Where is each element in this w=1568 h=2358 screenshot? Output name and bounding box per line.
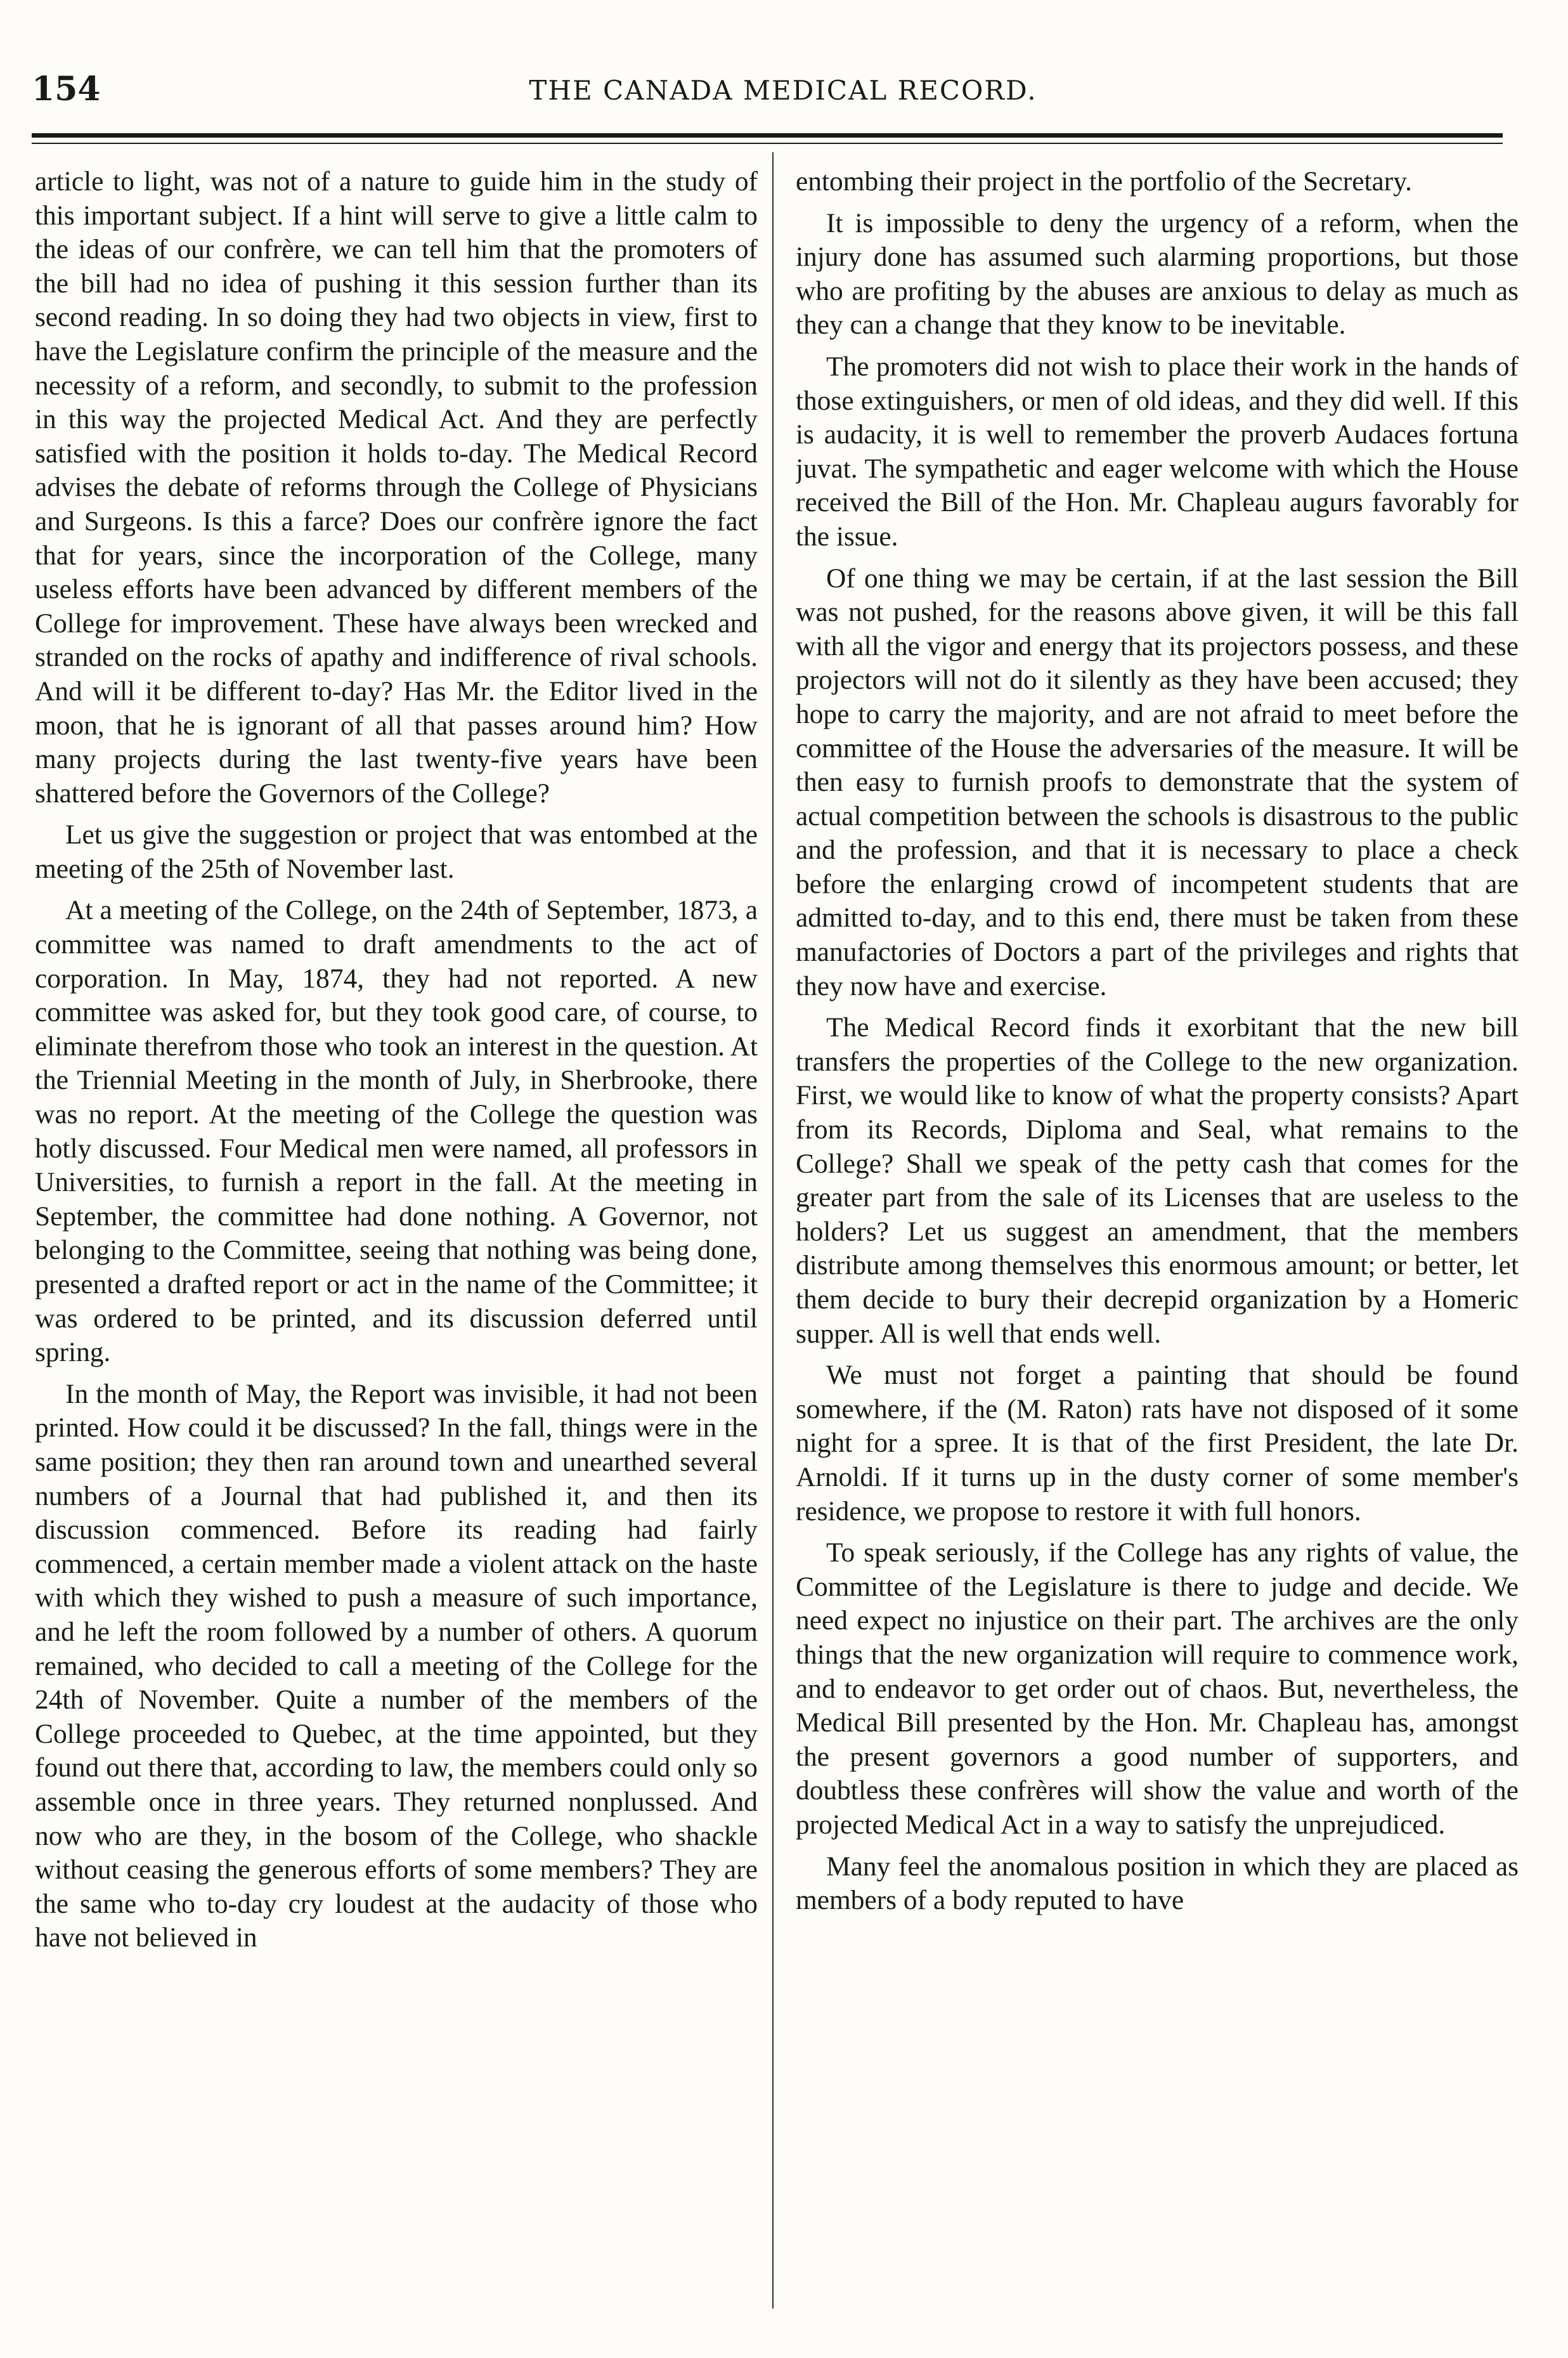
- running-head: THE CANADA MEDICAL RECORD.: [529, 75, 1037, 106]
- right-column: [796, 165, 1519, 2321]
- paragraph: To speak seriously, if the College has any rights of value, the Committee of the Legislature is there to judge and decide. We need expect no injustice on their part. The archives are the only things that the new organization will require to commence work, and to endeavor to get order out of chaos. But, nevertheless, the Medical Bill presented by the Hon. Mr. Chapleau has, amongst the present governors a good number of supporters, and doubtless these confrères will show the value and worth of the projected Medical Act in a way to satisfy the unprejudiced.: [796, 1537, 1519, 1840]
- paragraph: At a meeting of the College, on the 24th of September, 1873, a committee was named to draft amendments to the act of corporation. In May, 1874, they had not reported. A new committee was asked for, but they took good care, of course, to eliminate therefrom those who took an interest in the question. At the Triennial Meeting in the month of July, in Sherbrooke, there was no report. At the meeting of the College the question was hotly discussed. Four Medical men were named, all professors in Universities, to furnish a report in the fall. At the meeting in September, the committee had done nothing. A Governor, not belonging to the Committee, seeing that nothing was being done, presented a drafted report or act in the name of the Committee; it was ordered to be printed, and its discussion deferred until spring.: [35, 895, 758, 1368]
- page-header: [32, 70, 1534, 121]
- header-rule-thin: [32, 143, 1503, 144]
- paragraph: The Medical Record finds it exorbitant that the new bill transfers the properties of the College to the new organization. First, we would like to know of what the property consists? Apart from its Records, Diploma and Seal, what remains to the College? Shall we speak of the petty cash that comes for the greater part from the sale of its Licenses that are useless to the holders? Let us suggest an amendment, that the members distribute among themselves this enormous amount; or better, let them decide to bury their decrepid organization by a Homeric supper. All is well that ends well.: [796, 1012, 1519, 1349]
- paragraph: entombing their project in the portfolio of the Secretary.: [796, 166, 1412, 197]
- paragraph: The promoters did not wish to place their work in the hands of those extinguishers, or men of old ideas, and they did well. If this is audacity, it is well to remember the proverb Audaces fortuna juvat. The sympathetic and eager welcome with which the House received the Bill of the Hon. Mr. Chapleau augurs favorably for the issue.: [796, 351, 1519, 552]
- paragraph: It is impossible to deny the urgency of a reform, when the injury done has assumed such alarming proportions, but those who are profiting by the abuses are anxious to delay as much as they can a change that they know to be inevitable.: [796, 207, 1519, 341]
- paragraph: In the month of May, the Report was invisible, it had not been printed. How could it be discussed? In the fall, things were in the same position; they then ran around town and unearthed several numbers of a Journal that had published it, and then its discussion commenced. Before its reading had fairly commenced, a certain member made a violent attack on the haste with which they wished to push a measure of such importance, and he left the room followed by a number of others. A quorum remained, who decided to call a meeting of the College for the 24th of November. Quite a number of the members of the College proceeded to Quebec, at the time appointed, but they found out there that, according to law, the members could only so assemble once in three years. They returned nonplussed. And now who are they, in the bosom of the College, who shackle without ceasing the generous efforts of some members? They are the same who to-day cry loudest at the audacity of those who have not believed in: [35, 1378, 758, 1953]
- left-column: [35, 165, 758, 2321]
- paragraph: Of one thing we may be certain, if at the last session the Bill was not pushed, for the reasons above given, it will be this fall with all the vigor and energy that its projectors possess, and these projectors will not do it silently as they have been accused; they hope to carry the majority, and are not afraid to meet before the committee of the House the adversaries of the measure. It will be then easy to furnish proofs to demonstrate that the system of actual competition between the schools is disastrous to the public and the profession, and that it is necessary to place a check before the enlarging crowd of incompetent students that are admitted to-day, and to this end, there must be taken from these manufactories of Doctors a part of the privileges and rights that they now have and exercise.: [796, 563, 1519, 1001]
- paragraph: Let us give the suggestion or project that was entombed at the meeting of the 25th of November last.: [35, 819, 758, 884]
- column-divider: [772, 152, 774, 2309]
- page-number: 154: [32, 70, 101, 108]
- paragraph: We must not forget a painting that should be found somewhere, if the (M. Raton) rats have not disposed of it some night for a spree. It is that of the first President, the late Dr. Arnoldi. If it turns up in the dusty corner of some member's residence, we propose to restore it with full honors.: [796, 1360, 1519, 1527]
- paragraph: article to light, was not of a nature to guide him in the study of this important subject. If a hint will serve to give a little calm to the ideas of our confrère, we can tell him that the promoters of the bill had no idea of pushing it this session further than its second reading. In so doing they had two objects in view, first to have the Legislature confirm the principle of the measure and the necessity of a reform, and secondly, to submit to the profession in this way the projected Medical Act. And they are perfectly satisfied with the position it holds to-day. The Medical Record advises the debate of reforms through the College of Physicians and Surgeons. Is this a farce? Does our confrère ignore the fact that for years, since the incorporation of the College, many useless efforts have been advanced by different members of the College for improvement. These have always been wrecked and stranded on the rocks of apathy and indifference of rival schools. And will it be different to-day? Has Mr. the Editor lived in the moon, that he is ignorant of all that passes around him? How many projects during the last twenty-five years have been shattered before the Governors of the College?: [35, 166, 758, 809]
- header-rule-thick: [32, 133, 1503, 138]
- paragraph: Many feel the anomalous position in which they are placed as members of a body reputed to have: [796, 1851, 1519, 1916]
